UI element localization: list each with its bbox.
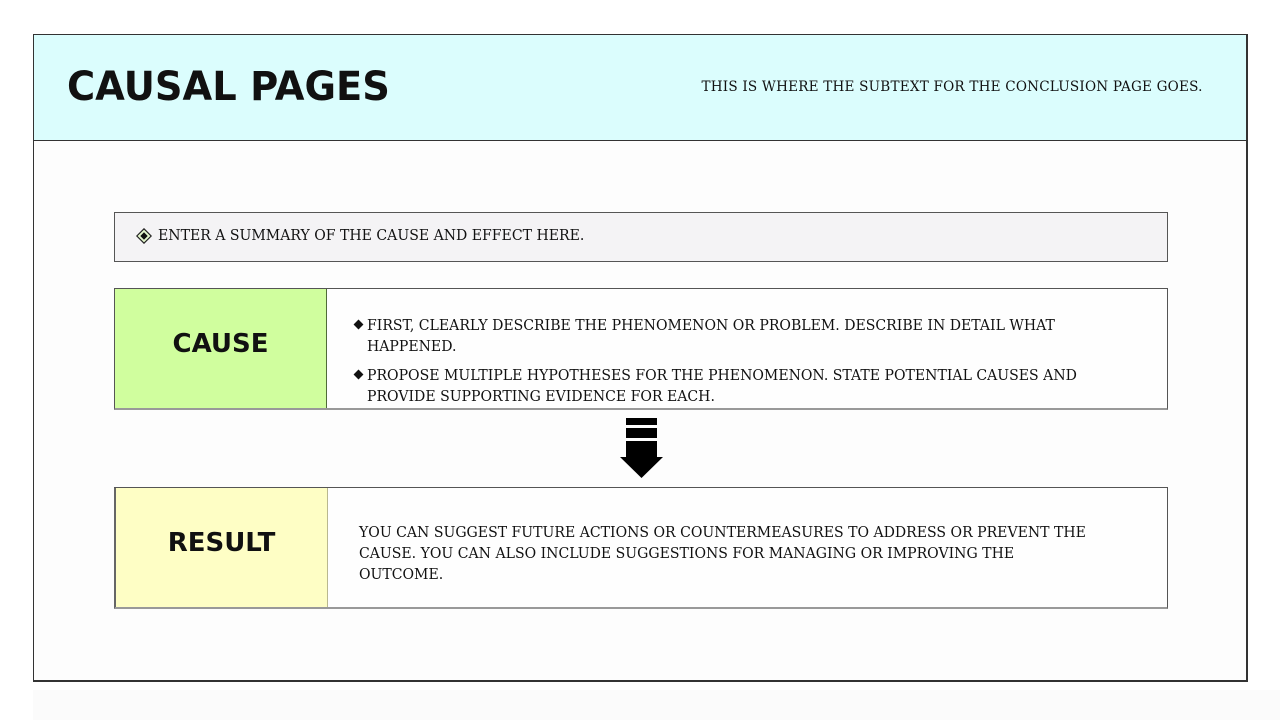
page-shadow (33, 690, 1280, 720)
page-subtitle[interactable]: THIS IS WHERE THE SUBTEXT FOR THE CONCLUSION PAGE GOES. (701, 79, 1203, 95)
diamond-bullet-icon (354, 320, 364, 330)
cause-bullet-text: FIRST, CLEARLY DESCRIBE THE PHENOMENON OR PROBLEM. DESCRIBE IN DETAIL WHAT HAPPENED. (367, 318, 1055, 355)
result-text[interactable]: YOU CAN SUGGEST FUTURE ACTIONS OR COUNTERMEASURES TO ADDRESS OR PREVENT THE CAUSE. YOU CAN ALSO INCLUDE SUGGESTIONS FOR MANAGING OR IMPROVING THE OUTCOME. (359, 525, 1086, 583)
result-label-box[interactable] (114, 488, 328, 607)
summary-text: ENTER A SUMMARY OF THE CAUSE AND EFFECT HERE. (158, 228, 585, 244)
page-title[interactable]: CAUSAL PAGES (67, 64, 390, 110)
cause-label: CAUSE (172, 328, 269, 359)
slide-header (34, 35, 1246, 141)
diamond-bullet-icon (354, 370, 364, 380)
cause-bullet-list[interactable] (355, 316, 1145, 416)
cause-bullet-item (355, 316, 1145, 358)
diamond-bullet-icon (136, 228, 152, 244)
cause-label-box[interactable] (115, 289, 327, 408)
arrow-down-icon (620, 418, 664, 478)
summary-box[interactable] (114, 212, 1168, 262)
result-row (114, 487, 1168, 609)
slide (33, 34, 1248, 682)
cause-row (114, 288, 1168, 410)
cause-bullet-text: PROPOSE MULTIPLE HYPOTHESES FOR THE PHENOMENON. STATE POTENTIAL CAUSES AND PROVIDE SUPPORTING EVIDENCE FOR EACH. (367, 368, 1077, 405)
cause-bullet-item (355, 366, 1145, 408)
result-label: RESULT (167, 527, 276, 558)
